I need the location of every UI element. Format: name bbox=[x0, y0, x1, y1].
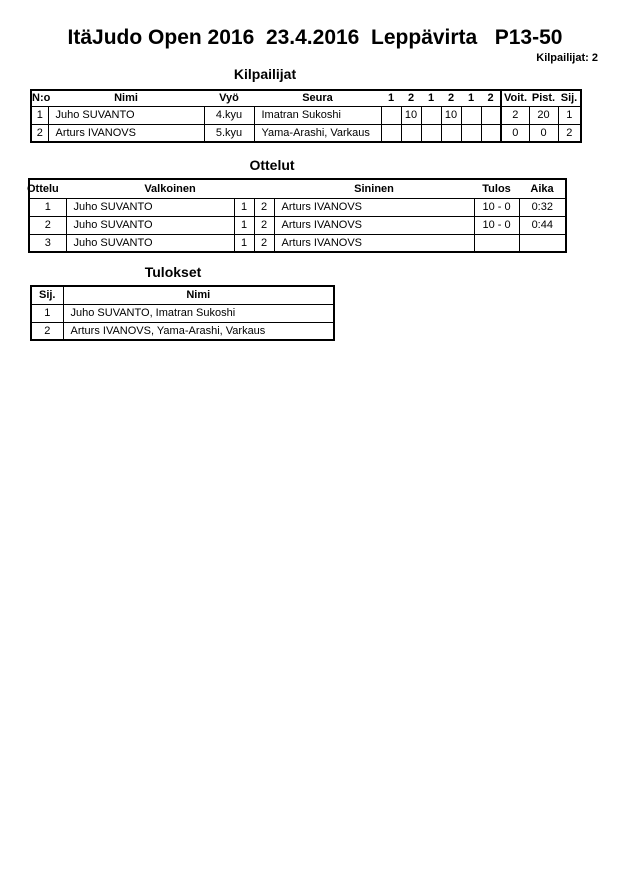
score-cell bbox=[481, 106, 501, 124]
score-cell: 10 bbox=[441, 106, 461, 124]
match-result: 10 - 0 bbox=[474, 216, 519, 234]
competitor-row bbox=[31, 106, 581, 124]
competitor-number: 1 bbox=[31, 106, 48, 124]
col-header-round-2: 2 bbox=[401, 90, 421, 106]
match-number: 2 bbox=[29, 216, 66, 234]
competitor-club: Imatran Sukoshi bbox=[254, 106, 381, 124]
score-cell bbox=[421, 124, 441, 142]
competitor-points: 0 bbox=[529, 124, 558, 142]
competitor-belt: 4.kyu bbox=[204, 106, 254, 124]
match-blue-number: 2 bbox=[254, 216, 274, 234]
col-header-round-6: 2 bbox=[481, 90, 501, 106]
tulokset-header-row bbox=[31, 286, 334, 304]
kilpailijat-header-row bbox=[31, 90, 581, 106]
col-header-round-5: 1 bbox=[461, 90, 481, 106]
result-rank: 2 bbox=[31, 322, 63, 340]
match-blue-number: 2 bbox=[254, 198, 274, 216]
competitor-number: 2 bbox=[31, 124, 48, 142]
competitor-rank: 1 bbox=[558, 106, 581, 124]
competitor-count-label: Kilpailijat: 2 bbox=[536, 52, 598, 64]
competitor-rank: 2 bbox=[558, 124, 581, 142]
tulokset-table bbox=[30, 285, 335, 341]
ottelut-header-row bbox=[29, 179, 566, 198]
match-row bbox=[29, 234, 566, 252]
competitor-name: Arturs IVANOVS bbox=[48, 124, 204, 142]
match-number: 3 bbox=[29, 234, 66, 252]
match-white-name: Juho SUVANTO bbox=[66, 198, 234, 216]
col-header-aika: Aika bbox=[519, 179, 566, 198]
match-result: 10 - 0 bbox=[474, 198, 519, 216]
col-header-valkoinen: Valkoinen bbox=[66, 179, 274, 198]
col-header-sij: Sij. bbox=[31, 286, 63, 304]
match-white-number: 1 bbox=[234, 216, 254, 234]
match-blue-name: Arturs IVANOVS bbox=[274, 216, 474, 234]
score-cell bbox=[401, 124, 421, 142]
tulokset-section-heading: Tulokset bbox=[144, 264, 202, 280]
competitor-name: Juho SUVANTO bbox=[48, 106, 204, 124]
match-blue-number: 2 bbox=[254, 234, 274, 252]
col-header-round-4: 2 bbox=[441, 90, 461, 106]
score-cell bbox=[421, 106, 441, 124]
score-cell bbox=[381, 124, 401, 142]
col-header-no: N:o bbox=[31, 90, 48, 106]
match-time: 0:32 bbox=[519, 198, 566, 216]
col-header-nimi: Nimi bbox=[63, 286, 334, 304]
col-header-nimi: Nimi bbox=[48, 90, 204, 106]
competitor-belt: 5.kyu bbox=[204, 124, 254, 142]
kilpailijat-section-heading: Kilpailijat bbox=[233, 66, 297, 82]
col-header-tulos: Tulos bbox=[474, 179, 519, 198]
col-header-seura: Seura bbox=[254, 90, 381, 106]
competitor-points: 20 bbox=[529, 106, 558, 124]
competitor-wins: 0 bbox=[501, 124, 529, 142]
col-header-voit: Voit. bbox=[501, 90, 529, 106]
page-title: ItäJudo Open 2016 23.4.2016 Leppävirta P13-50 bbox=[67, 26, 563, 49]
col-header-vyo: Vyö bbox=[204, 90, 254, 106]
result-name: Arturs IVANOVS, Yama-Arashi, Varkaus bbox=[63, 322, 334, 340]
col-header-round-3: 1 bbox=[421, 90, 441, 106]
score-cell bbox=[461, 106, 481, 124]
match-white-name: Juho SUVANTO bbox=[66, 216, 234, 234]
match-time: 0:44 bbox=[519, 216, 566, 234]
ottelut-section-heading: Ottelut bbox=[249, 157, 295, 173]
score-cell bbox=[441, 124, 461, 142]
score-cell bbox=[461, 124, 481, 142]
score-cell bbox=[381, 106, 401, 124]
col-header-sij: Sij. bbox=[558, 90, 581, 106]
match-white-name: Juho SUVANTO bbox=[66, 234, 234, 252]
col-header-ottelu: Ottelu bbox=[29, 179, 66, 198]
match-result bbox=[474, 234, 519, 252]
col-header-pist: Pist. bbox=[529, 90, 558, 106]
match-blue-name: Arturs IVANOVS bbox=[274, 198, 474, 216]
match-number: 1 bbox=[29, 198, 66, 216]
competitor-wins: 2 bbox=[501, 106, 529, 124]
col-header-sininen: Sininen bbox=[274, 179, 474, 198]
score-cell bbox=[481, 124, 501, 142]
match-time bbox=[519, 234, 566, 252]
competitor-row bbox=[31, 124, 581, 142]
match-white-number: 1 bbox=[234, 234, 254, 252]
result-name: Juho SUVANTO, Imatran Sukoshi bbox=[63, 304, 334, 322]
match-blue-name: Arturs IVANOVS bbox=[274, 234, 474, 252]
score-cell: 10 bbox=[401, 106, 421, 124]
result-row bbox=[31, 322, 334, 340]
match-white-number: 1 bbox=[234, 198, 254, 216]
kilpailijat-table bbox=[30, 89, 582, 143]
match-row bbox=[29, 198, 566, 216]
competitor-club: Yama-Arashi, Varkaus bbox=[254, 124, 381, 142]
result-rank: 1 bbox=[31, 304, 63, 322]
col-header-round-1: 1 bbox=[381, 90, 401, 106]
result-row bbox=[31, 304, 334, 322]
ottelut-table bbox=[28, 178, 567, 253]
match-row bbox=[29, 216, 566, 234]
